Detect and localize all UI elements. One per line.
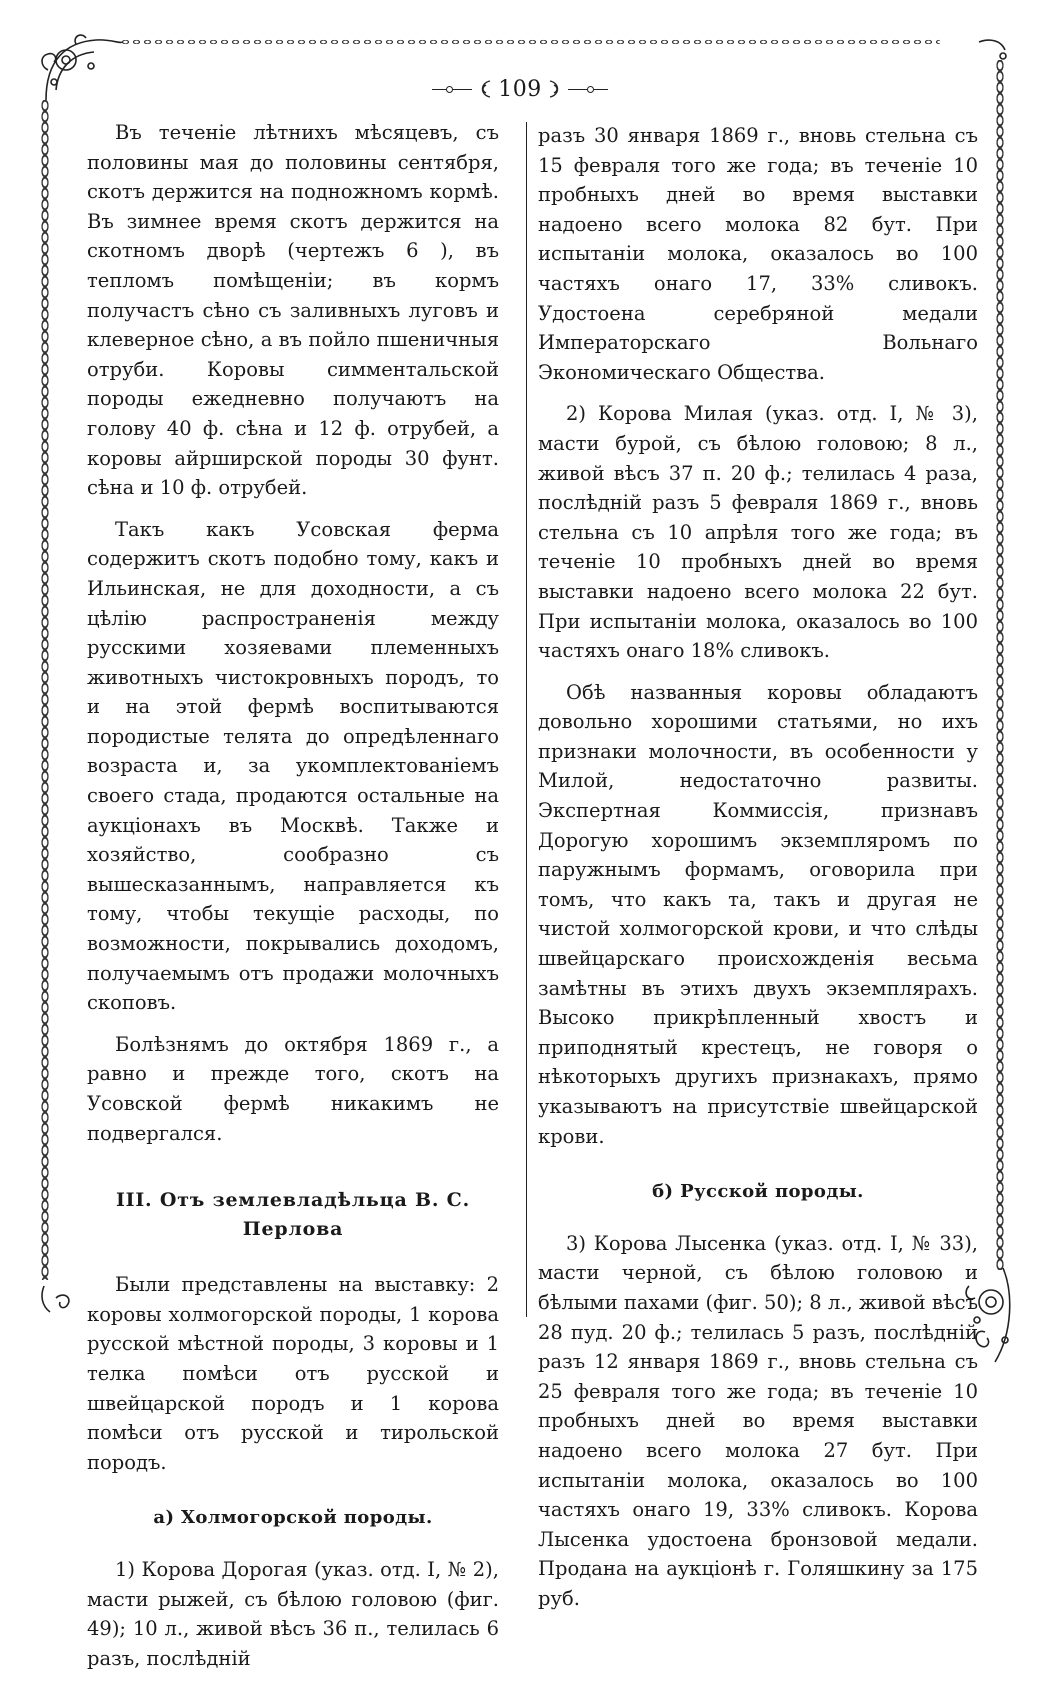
left-column [87, 118, 499, 1685]
decorative-border-top [120, 37, 940, 47]
paragraph: 3) Корова Лысенка (указ. отд. I, № 33), масти черной, съ бѣлою головою и бѣлыми пахами (фиг. 50); 8 л., живой вѣсъ 28 пуд. 20 ф.; телилась 5 разъ, послѣдній разъ 12 января 1869 г., вновь стельна съ 25 февраля того же года; въ теченіе 10 пробныхъ дней во время выставки надоено всего молока 27 бут. При испытаніи молока, оказалось во 100 частяхъ онаго 19, 33% сливокъ. Корова Лысенка удостоена бронзовой медали. Продана на аукціонѣ г. Голяшкину за 175 руб. [538, 1231, 978, 1610]
column-divider [526, 122, 527, 1317]
page-header [425, 73, 615, 105]
page-number: 109 [498, 76, 542, 102]
paragraph: Обѣ названныя коровы обладаютъ довольно хорошими статьями, но ихъ признаки молочности, въ особенности у Милой, недостаточно развиты. Экспертная Коммиссія, признавъ Дорогую хорошимъ экземпляромъ по паружнымъ формамъ, оговорила при томъ, что какъ та, такъ и другая не чистой холмогорской крови, и что слѣды швейцарскаго происхожденія весьма замѣтны въ этихъ двухъ экземплярахъ. Высоко прикрѣпленный хвостъ и приподнятый крестецъ, не говоря о нѣкоторыхъ другихъ признакахъ, прямо указываютъ на присутствіе швейцарской крови. [538, 680, 978, 1148]
paragraph: Были представлены на выставку: 2 коровы холмогорской породы, 1 корова русской мѣстной породы, 3 коровы и 1 телка помѣси отъ русской и швейцарской породъ и 1 корова помѣси отъ русской и тирольской породъ. [87, 1273, 499, 1474]
header-scroll-left-icon [478, 79, 492, 99]
paragraph: Болѣзнямъ до октября 1869 г., а равно и прежде того, скотъ на Усовской фермѣ никакимъ не подвергался. [87, 1032, 499, 1145]
corner-ornament-top-left-icon [36, 30, 126, 110]
header-ornament-left-icon [432, 89, 472, 90]
header-scroll-right-icon [548, 79, 562, 99]
section-heading: III. Отъ землевладѣльца В. С. Перлова [115, 1189, 471, 1241]
decorative-border-left [40, 100, 50, 1280]
subheading: б) Русской породы. [652, 1181, 864, 1203]
paragraph: 2) Корова Милая (указ. отд. I, № 3), масти бурой, съ бѣлою головою; 8 л., живой вѣсъ 37 п. 20 ф.; телилась 4 раза, послѣдній разъ 5 февраля 1869 г., вновь стельна съ 10 апрѣля того же года; въ теченіе 10 пробныхъ дней во время выставки надоено всего молока 22 бут. При испытаніи молока, оказалось во 100 частяхъ онаго 18% сливокъ. [538, 402, 978, 663]
right-column [538, 121, 978, 1626]
corner-ornament-top-right-icon [975, 34, 1015, 64]
header-ornament-right-icon [568, 89, 608, 90]
paragraph: Въ теченіе лѣтнихъ мѣсяцевъ, съ половины мая до половины сентября, скотъ держится на подножномъ кормѣ. Въ зимнее время скотъ держится на скотномъ дворѣ (чертежъ 6 ), въ тепломъ помѣщеніи; въ кормъ получастъ сѣно съ заливныхъ луговъ и клеверное сѣно, а въ пойло пшеничныя отруби. Коровы симментальской породы ежедневно получаютъ на голову 40 ф. сѣна и 12 ф. отрубей, а коровы айрширской породы 30 фунт. сѣна и 10 ф. отрубей. [87, 121, 499, 500]
paragraph: Такъ какъ Усовская ферма содержитъ скотъ подобно тому, какъ и Ильинская, не для доходности, а съ цѣлію распространенія между русскими хозяевами племенныхъ животныхъ чистокровныхъ породъ, то и на этой фермѣ воспитываются породистые телята до опредѣленнаго возраста и, за укомплектованіемъ своего стада, продаются остальные на аукціонахъ въ Москвѣ. Также и хозяйство, сообразно съ вышесказаннымъ, направляется къ тому, чтобы текущіе расходы, по возможности, покрывались доходомъ, получаемымъ отъ продажи молочныхъ скоповъ. [87, 517, 499, 1015]
decorative-border-right [995, 60, 1005, 1270]
paragraph: разъ 30 января 1869 г., вновь стельна съ 15 февраля того же года; въ теченіе 10 пробныхъ дней во время выставки надоено всего молока 82 бут. При испытаніи молока, оказалось во 100 частяхъ онаго 17, 33% сливокъ. Удостоена серебряной медали Императорскаго Вольнаго Экономическаго Общества. [538, 124, 978, 384]
corner-ornament-bottom-left-icon [34, 1282, 84, 1322]
paragraph: 1) Корова Дорогая (указ. отд. I, № 2), масти рыжей, съ бѣлою головою (фиг. 49); 10 л., живой вѣсъ 36 п., телилась 6 разъ, послѣдній [87, 1557, 499, 1670]
subheading: а) Холмогорской породы. [153, 1507, 433, 1529]
